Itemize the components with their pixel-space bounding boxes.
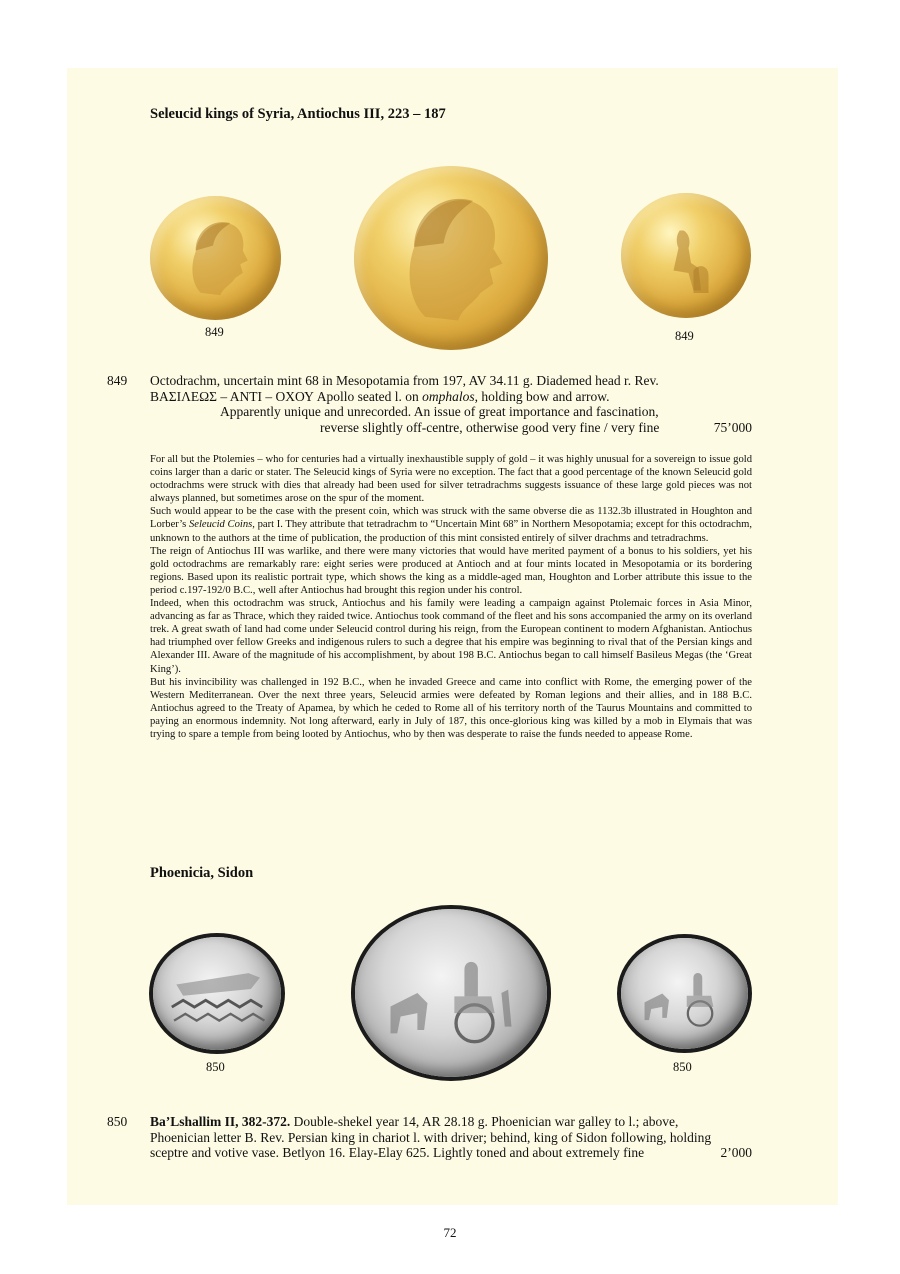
portrait-head-icon [354, 166, 548, 350]
lot-849-line4 [150, 420, 752, 436]
description-paragraph [150, 505, 752, 544]
lot-850-line3-text: sceptre and votive vase. Betlyon 16. Elay-Elay 625. Lightly toned and about extremely fine [150, 1145, 645, 1160]
lot-850-line1-rest: Double-shekel year 14, AR 28.18 g. Phoenician war galley to l.; above, [290, 1114, 679, 1129]
lot-849-line1: Octodrachm, uncertain mint 68 in Mesopotamia from 197, AV 34.11 g. Diademed head r. Rev. [150, 373, 659, 388]
coin-849-reverse [621, 193, 751, 318]
description-paragraph: For all but the Ptolemies – who for centuries had a virtually inexhaustible supply of gold – it was highly unusual for a sovereign to issue gold coins larger than a daric or stater. The Seleucid kings of Syria were no exception. The fact that a good percentage of the known Seleucid gold octodrachms were struck with dies that already had been used for silver tetradrachms suggests issuance of these large gold pieces was not always planned, but sometimes arose on the spur of the moment. [150, 454, 752, 505]
description-paragraph: But his invincibility was challenged in 192 B.C., when he invaded Greece and came into conflict with Rome, the emerging power of the Western Mediterranean. Over the next three years, Seleucid armies were defeated by Roman legions and their allies, and in 188 B.C. Antiochus agreed to the Treaty of Apamea, by which he ceded to Rome all of his territory north of the Taurus Mountains and committed to paying an enormous indemnity. Not long afterward, early in July of 187, this once-glorious king was killed by a mob in Elymais that was trying to spare a temple from being looted by Antiochus, who by then was desperate to raise the funds needed to appease Rome. [150, 676, 752, 740]
section-title-seleucid: Seleucid kings of Syria, Antiochus III, 223 – 187 [150, 106, 446, 122]
book-title: Seleucid Coins [188, 519, 253, 531]
lot-number: 850 [107, 1114, 128, 1129]
legend-text: ΒΑΣΙΛΕΩΣ – ΑΝΤΙ – ΟΧΟΥ Apollo seated l. on [150, 388, 423, 404]
lot-850-line1 [150, 1114, 752, 1130]
omphalos-text: omphalos [422, 388, 475, 404]
lot-849-line2 [150, 389, 752, 405]
coin-label-left: 850 [206, 1060, 225, 1074]
page-number: 72 [443, 1225, 457, 1240]
section-title-phoenicia: Phoenicia, Sidon [150, 865, 254, 881]
condition-text: reverse slightly off-centre, otherwise good very fine / very fine [320, 419, 660, 435]
lot-number: 849 [107, 373, 128, 388]
coin-849-obverse-small [150, 196, 281, 320]
chariot-scene-icon [355, 909, 547, 1077]
coin-label-right: 850 [673, 1060, 692, 1074]
lot-849-description [150, 453, 752, 741]
chariot-scene-icon [621, 938, 748, 1049]
lot-849-text [150, 373, 752, 435]
price: 75’000 [713, 419, 752, 435]
paragraph-text: , part I. They attribute that tetradrachm to “Uncertain Mint 68” in Northern Mesopotamia; except for this octodrachm, unknown to the authors at the time of publication, the production of this mint consisted entirely of silver drachms and tetradrachms. [150, 519, 752, 544]
seated-apollo-icon [621, 193, 751, 318]
coin-850-obverse-small [153, 937, 281, 1050]
coin-849-obverse-large [354, 166, 548, 350]
coin-850-reverse-large [355, 909, 547, 1077]
lot-849-line3: Apparently unique and unrecorded. An issue of great importance and fascination, [220, 404, 659, 419]
legend-text-end: , holding bow and arrow. [474, 388, 610, 404]
coin-label-right: 849 [675, 329, 694, 343]
ruler-name: Ba’Lshallim II, 382-372. [150, 1114, 291, 1129]
lot-850-text [150, 1114, 752, 1161]
paragraph-text: Such would appear to be the case with the present coin, which was struck with the same obverse die as 1132.3b illustrated in Houghton and Lorber’s [150, 506, 752, 531]
coin-850-reverse-small [621, 938, 748, 1049]
portrait-head-icon [150, 196, 281, 320]
price: 2’000 [720, 1145, 752, 1160]
description-paragraph: Indeed, when this octodrachm was struck, Antiochus and his family were leading a campaign against Ptolemaic forces in Asia Minor, advancing as far as Thrace, which they raided twice. Antiochus took command of the fleet and his sons accompanied the army on its overland trek. A great swath of land had come under Seleucid control during his reign, from the European continent to modern Afghanistan. Antiochus had triumphed over fellow Greeks and indigenous rulers to such a degree that his empire was beginning to rival that of the Persian kings and Alexander III. Aware of the magnitude of his accomplishment, by about 198 B.C. Antiochus began to call himself Basileus Megas (the ‘Great King’). [150, 598, 752, 675]
lot-850-line2: Phoenician letter B. Rev. Persian king in chariot l. with driver; behind, king of Sidon following, holding [150, 1129, 712, 1145]
war-galley-icon [153, 937, 281, 1050]
coin-label-left: 849 [205, 325, 224, 339]
description-paragraph: The reign of Antiochus III was warlike, and there were many victories that would have merited payment of a bonus to his soldiers, yet his gold octodrachms are remarkably rare: eight series were produced at Antioch and at four mints located in Mesopotamia or its bordering regions. Based upon its realistic portrait type, which shows the king as a middle-aged man, Houghton and Lorber attribute this issue to the period c.197-192/0 B.C., well after Antiochus had brought this region under his control. [150, 545, 752, 596]
lot-850-line3 [150, 1145, 752, 1161]
